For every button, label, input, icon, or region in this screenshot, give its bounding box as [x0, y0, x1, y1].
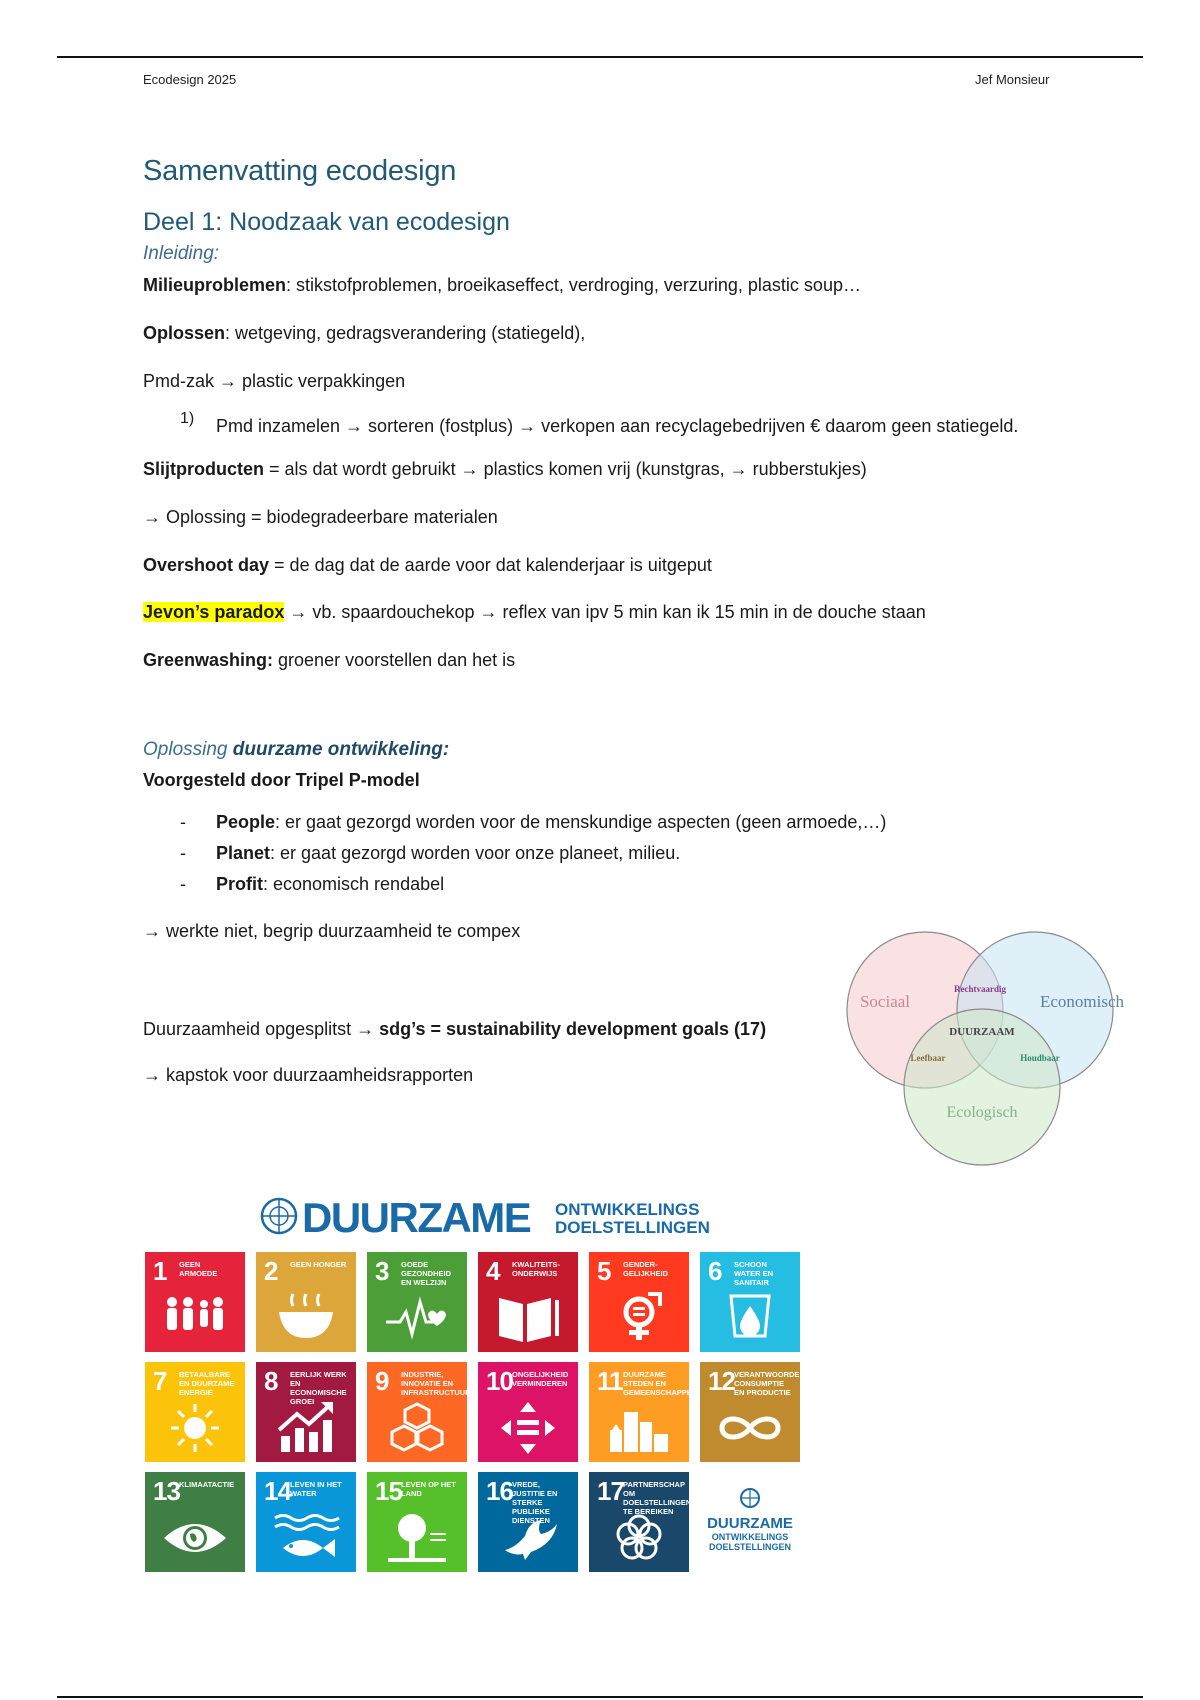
- slijt-line: [143, 456, 1063, 482]
- sdg-tile-7: [145, 1362, 245, 1462]
- sdg-tile-number: 1: [153, 1256, 167, 1286]
- tripel-line: [143, 767, 1063, 793]
- greenwashing-term: Greenwashing:: [143, 650, 274, 670]
- sdg-tile-number: 15: [375, 1476, 402, 1506]
- un-emblem-icon: [700, 1472, 800, 1572]
- sdg-tile-10: [478, 1362, 578, 1462]
- tree-icon: [382, 1510, 452, 1565]
- jevon-term: Jevon’s paradox: [143, 602, 285, 622]
- section-heading: Deel 1: Noodzaak van ecodesign: [143, 208, 510, 236]
- gender-icon: [604, 1290, 674, 1345]
- sdg-tile-number: 17: [597, 1476, 624, 1506]
- duurzaam-sub-prefix: Oplossing: [143, 739, 233, 760]
- overshoot-line: [143, 552, 1063, 578]
- sdg-tile-label: KWALITEITS-ONDERWIJS: [512, 1260, 560, 1278]
- list-number: 1): [180, 410, 195, 427]
- sdg-tile-label: GEEN ARMOEDE: [179, 1260, 218, 1278]
- sdg-title-big: DUURZAME: [302, 1194, 531, 1241]
- sdg-tile-label: SCHOON WATER EN SANITAIR: [734, 1260, 774, 1287]
- sdg-tile-label: KLIMAATACTIE: [179, 1480, 235, 1489]
- equal-icon: [493, 1400, 563, 1455]
- people-icon: [160, 1290, 230, 1345]
- sdg-tile-number: 8: [264, 1366, 278, 1396]
- sdg-tile-number: 11: [597, 1366, 623, 1396]
- page-title: Samenvatting ecodesign: [143, 155, 457, 187]
- sdg-tile-2: [256, 1252, 356, 1352]
- sdg-tile-label: GOEDE GEZONDHEID EN WELZIJN: [401, 1260, 452, 1287]
- sdg-tile-label: DUURZAME STEDEN EN GEMEENSCHAPPEN: [623, 1370, 698, 1397]
- growth-icon: [271, 1400, 341, 1455]
- bullet-dash: -: [180, 843, 186, 863]
- sdg-tile-11: [589, 1362, 698, 1462]
- milieu-line: [143, 272, 1063, 298]
- sdg-logo-line-1: DUURZAME: [707, 1515, 793, 1532]
- sdg-tile-label: EERLIJK WERK EN ECONOMISCHE GROEI: [290, 1370, 347, 1406]
- sdg-tile-number: 5: [597, 1256, 611, 1286]
- header-right: Jef Monsieur: [975, 72, 1050, 87]
- bullet-dash: -: [180, 874, 186, 894]
- un-emblem-icon: [262, 1199, 296, 1233]
- drop-icon: [715, 1290, 785, 1345]
- sdg-poster: [145, 1190, 811, 1570]
- venn-label-leefbaar: Leefbaar: [910, 1053, 946, 1063]
- bullet-term: Planet: [216, 843, 271, 863]
- kapstok-line: → kapstok voor duurzaamheidsrapporten: [143, 1065, 474, 1085]
- jevon-text: → vb. spaardouchekop → reflex van ipv 5 min kan ik 15 min in de douche staan: [284, 602, 926, 622]
- greenwashing-line: [143, 647, 1063, 673]
- venn-label-economisch: Economisch: [1039, 992, 1125, 1011]
- sdg-tile-17: [589, 1472, 692, 1572]
- sdg-tile-number: 4: [486, 1256, 500, 1286]
- sdg-tile-6: [700, 1252, 800, 1352]
- sdg-tile-9: [367, 1362, 471, 1462]
- jevon-line: [143, 599, 1063, 625]
- sdg-logo-line-2: ONTWIKKELINGS: [711, 1532, 789, 1542]
- oplossen-text: : wetgeving, gedragsverandering (statiegeld),: [225, 323, 586, 343]
- sdg-tile-16: [478, 1472, 578, 1572]
- milieu-term: Milieuproblemen: [143, 275, 287, 295]
- sdg-tile-4: [478, 1252, 578, 1352]
- milieu-text: : stikstofproblemen, broeikaseffect, verdroging, verzuring, plastic soup…: [286, 275, 861, 295]
- city-icon: [604, 1400, 674, 1455]
- sdg-tile-number: 9: [375, 1366, 389, 1396]
- slijt-text: = als dat wordt gebruikt → plastics komen vrij (kunstgras, → rubberstukjes): [264, 459, 867, 479]
- overshoot-text: = de dag dat de aarde voor dat kalenderjaar is uitgeput: [269, 555, 712, 575]
- sdg-tile-label: GENDER-GELIJKHEID: [623, 1260, 669, 1278]
- sun-icon: [160, 1400, 230, 1455]
- sdg-tile-13: [145, 1472, 245, 1572]
- werkte-line: → werkte niet, begrip duurzaamheid te compex: [143, 921, 521, 941]
- bullet-text: : er gaat gezorgd worden voor de menskundige aspecten (geen armoede,…): [275, 812, 887, 832]
- top-rule: [57, 56, 1143, 58]
- sdg-tile-label: LEVEN OP HET LAND: [401, 1480, 456, 1498]
- oplossen-line: [143, 320, 1063, 346]
- sdg-tile-label: BETAALBARE EN DUURZAME ENERGIE: [179, 1370, 235, 1397]
- sdg-tile-label: VREDE, JUSTITIE EN STERKE PUBLIEKE DIENSTEN: [512, 1480, 558, 1525]
- sdg-tile-number: 7: [153, 1366, 167, 1396]
- sdg-tile-15: [367, 1472, 467, 1572]
- venn-label-ecologisch: Ecologisch: [946, 1104, 1018, 1121]
- numbered-list-item: [143, 410, 1063, 442]
- oplossen-term: Oplossen: [143, 323, 226, 343]
- cubes-icon: [382, 1400, 452, 1455]
- sdg-prefix: Duurzaamheid opgesplitst →: [143, 1019, 380, 1039]
- sdg-bold: sdg’s = sustainability development goals (17): [379, 1019, 767, 1039]
- header-left: Ecodesign 2025: [143, 72, 237, 87]
- sdg-tile-number: 14: [264, 1476, 291, 1506]
- sdg-tile-label: VERANTWOORDE CONSUMPTIE EN PRODUCTIE: [734, 1370, 800, 1397]
- bottom-rule: [57, 1696, 1143, 1698]
- bowl-icon: [271, 1290, 341, 1345]
- bullet-dash: -: [180, 812, 186, 832]
- sdg-title-small-1: ONTWIKKELINGS: [555, 1200, 700, 1219]
- overshoot-term: Overshoot day: [143, 555, 270, 575]
- book-icon: [493, 1290, 563, 1345]
- sdg-logo-line-3: DOELSTELLINGEN: [708, 1542, 792, 1552]
- sdg-title-small-2: DOELSTELLINGEN: [555, 1218, 710, 1237]
- sdg-tile-3: [367, 1252, 467, 1352]
- greenwashing-text: groener voorstellen dan het is: [273, 650, 516, 670]
- sdg-tile-number: 10: [486, 1366, 513, 1396]
- sdg-tile-number: 3: [375, 1256, 389, 1286]
- duurzaam-subheading: [143, 739, 1063, 761]
- venn-label-rechtvaardig: Rechtvaardig: [954, 984, 1006, 994]
- slijt-term: Slijtproducten: [143, 459, 264, 479]
- flower-icon: [604, 1510, 674, 1565]
- venn-label-sociaal: Sociaal: [859, 992, 911, 1011]
- bullet-profit: [143, 869, 1063, 900]
- fish-icon: [271, 1510, 341, 1565]
- bullet-term: Profit: [216, 874, 263, 894]
- sdg-tile-number: 13: [153, 1476, 180, 1506]
- tripel-bullet-list: [143, 807, 1063, 900]
- loop-icon: [715, 1400, 785, 1455]
- sdg-tile-label: LEVEN IN HET WATER: [290, 1480, 342, 1498]
- sdg-logo-tile: [700, 1472, 800, 1572]
- sdg-tile-label: PARTNERSCHAP OM DOELSTELLINGEN TE BEREIKEN: [623, 1480, 692, 1516]
- pmd-line: Pmd-zak → plastic verpakkingen: [143, 371, 406, 391]
- oplossing-line: → Oplossing = biodegradeerbare materialen: [143, 507, 498, 527]
- sdg-tile-label: INDUSTRIE, INNOVATIE EN INFRASTRUCTUUR: [401, 1370, 471, 1397]
- bullet-text: : economisch rendabel: [263, 874, 445, 894]
- bullet-people: [143, 807, 1063, 838]
- sdg-tile-label: GEEN HONGER: [290, 1260, 347, 1269]
- list-text: Pmd inzamelen → sorteren (fostplus) → verkopen aan recyclagebedrijven € daarom geen statiegeld.: [216, 416, 1019, 436]
- sdg-tile-1: [145, 1252, 245, 1352]
- sdg-tile-number: 6: [708, 1256, 722, 1286]
- sdg-tile-label: ONGELIJKHEID VERMINDEREN: [512, 1370, 569, 1388]
- tripel-text: Voorgesteld door Tripel P-model: [143, 770, 420, 790]
- bullet-text: : er gaat gezorgd worden voor onze planeet, milieu.: [270, 843, 681, 863]
- bullet-planet: [143, 838, 1063, 869]
- sdg-poster-title: [145, 1190, 811, 1242]
- sdg-tile-14: [256, 1472, 356, 1572]
- sdg-tile-number: 16: [486, 1476, 513, 1506]
- venn-label-houdbaar: Houdbaar: [1020, 1053, 1060, 1063]
- triple-p-venn-diagram: [820, 925, 1150, 1170]
- venn-label-duurzaam: DUURZAAM: [949, 1026, 1015, 1038]
- intro-label: Inleiding:: [143, 243, 220, 264]
- sdg-tile-12: [700, 1362, 800, 1462]
- dove-icon: [493, 1510, 563, 1565]
- sdg-tile-number: 2: [264, 1256, 278, 1286]
- eye-icon: [160, 1510, 230, 1565]
- sdg-tile-8: [256, 1362, 356, 1462]
- pulse-icon: [382, 1290, 452, 1345]
- sdg-tile-5: [589, 1252, 689, 1352]
- sdg-tile-number: 12: [708, 1366, 735, 1396]
- duurzaam-sub-bold: duurzame ontwikkeling:: [232, 739, 450, 760]
- bullet-term: People: [216, 812, 276, 832]
